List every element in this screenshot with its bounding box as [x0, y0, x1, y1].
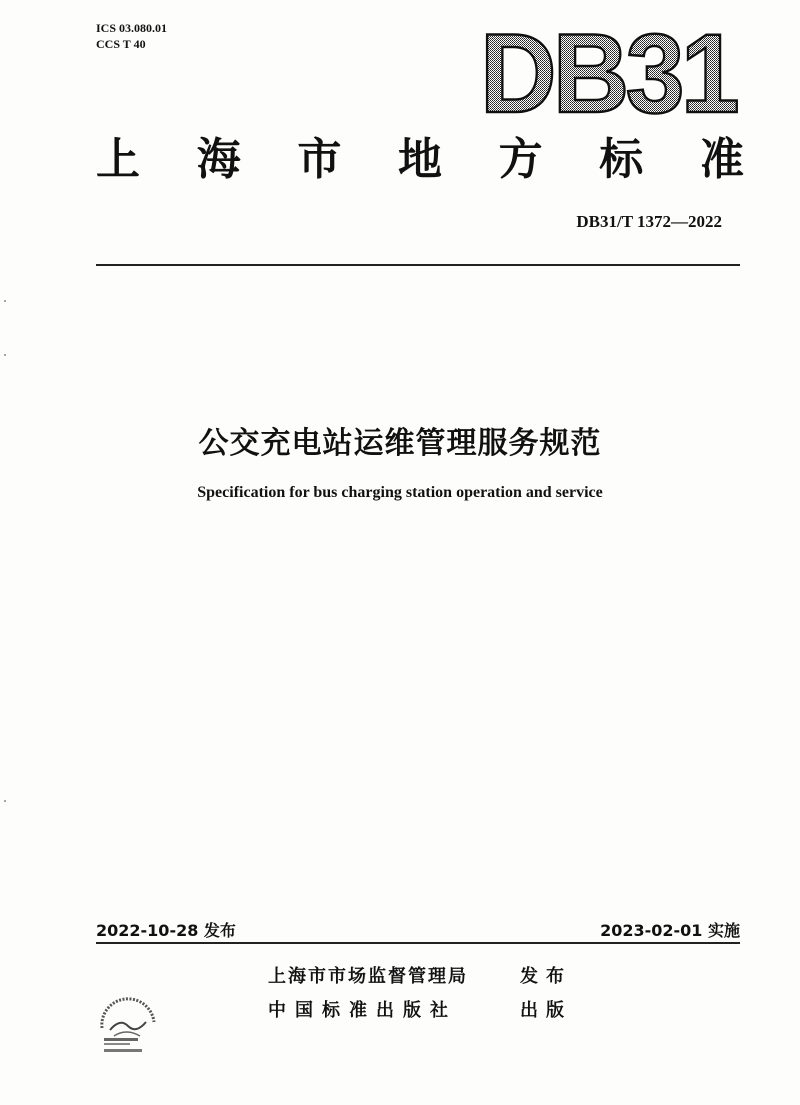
standard-type-title	[96, 134, 744, 186]
scan-mark	[4, 354, 6, 356]
standard-type-char: 市	[297, 134, 342, 185]
issuer-name: 上海市市场监督管理局	[268, 966, 468, 987]
svg-text:DB31: DB31	[480, 22, 738, 122]
scan-mark	[4, 300, 6, 302]
standard-number: DB31/T 1372—2022	[576, 212, 722, 231]
ccs-code: CCS T 40	[96, 37, 146, 51]
issue-date: 2022-10-28 发布	[96, 921, 236, 940]
printer-name: 中国标准出版社	[268, 1000, 457, 1021]
standard-type-char: 地	[397, 134, 442, 185]
classification-codes	[96, 20, 167, 52]
ics-code: ICS 03.080.01	[96, 21, 168, 35]
scan-mark	[4, 800, 6, 802]
standard-type-char: 上	[96, 134, 140, 185]
document-title-en: Specification for bus charging station operation and service	[197, 484, 603, 501]
certification-seal-icon	[96, 992, 160, 1056]
standard-type-char: 准	[699, 134, 744, 185]
printer-role: 出版	[520, 1000, 572, 1021]
implement-date: 2023-02-01 实施	[600, 921, 740, 940]
top-divider	[96, 264, 740, 266]
db31-logo	[478, 22, 738, 122]
standard-type-char: 海	[196, 134, 241, 185]
issuer-role: 发布	[520, 966, 572, 987]
standard-type-char: 方	[498, 134, 543, 185]
document-title-cn: 公交充电站运维管理服务规范	[198, 426, 602, 461]
standard-type-char: 标	[599, 134, 644, 185]
bottom-divider	[96, 942, 740, 944]
